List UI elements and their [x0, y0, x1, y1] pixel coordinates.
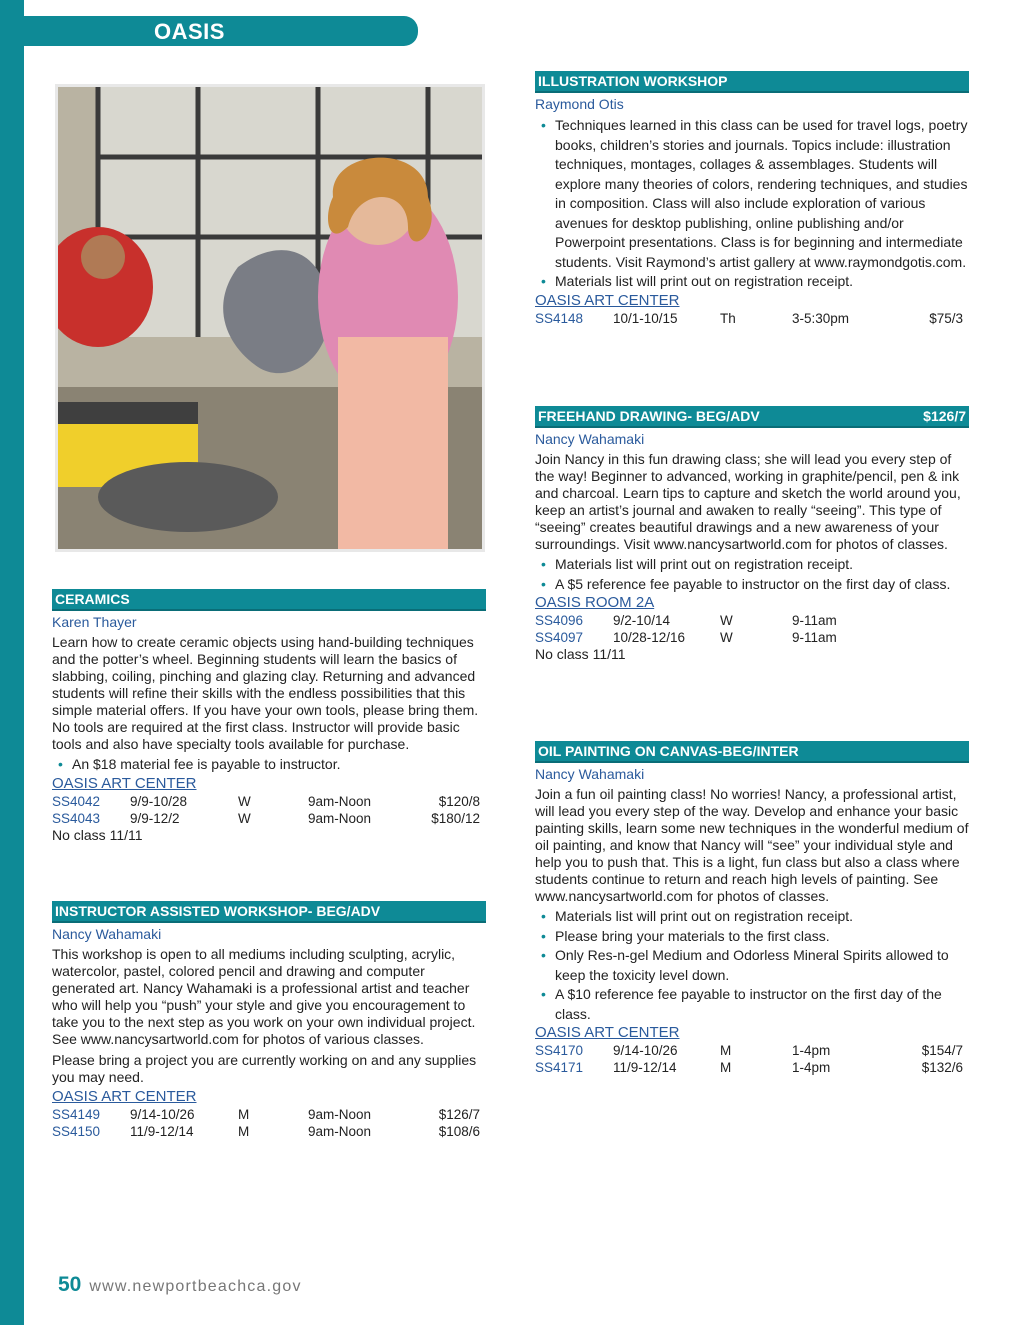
course-price: $120/8: [438, 793, 480, 809]
course-day: M: [720, 1043, 732, 1058]
course-dates: 9/2-10/14: [613, 613, 671, 628]
ceramics-section: [52, 589, 486, 844]
section-header-tab: [24, 16, 418, 46]
freehand-description: Join Nancy in this fun drawing class; she will lead you every step of the way! Beginner to advanced, working in graphite/pencil, pen & ink and charcoal. Learn tips to capture and sketch the world around you, keep an artist’s journal and awaken to really “seeing”. This type of “seeing” creates beautiful drawings and a new awareness of your surroundings. Visit www.nancysartworld.com for photos of classes.: [535, 451, 961, 552]
illustration-title: ILLUSTRATION WORKSHOP: [538, 73, 728, 89]
ceramics-location-link[interactable]: OASIS ART CENTER: [52, 774, 197, 792]
course-time: 9am-Noon: [308, 1124, 372, 1139]
page-number: 50: [58, 1273, 82, 1296]
course-day: W: [238, 793, 251, 809]
course-time: 1-4pm: [792, 1043, 831, 1058]
course-dates: 10/1-10/15: [613, 310, 678, 326]
course-price: $126/7: [438, 1107, 480, 1122]
course-day: M: [238, 1107, 250, 1122]
page-footer: [58, 1273, 302, 1297]
table-row: [535, 1059, 969, 1076]
course-price: $180/12: [431, 810, 480, 826]
course-price: $154/7: [921, 1043, 963, 1058]
course-dates: 11/9-12/14: [130, 1124, 194, 1139]
course-dates: 9/9-10/28: [130, 793, 188, 809]
course-day: W: [238, 810, 251, 826]
oil-title: OIL PAINTING ON CANVAS-BEG/INTER: [538, 743, 799, 759]
ceramics-instructor: Karen Thayer: [52, 614, 137, 630]
instructor-assisted-description: This workshop is open to all mediums including sculpting, acrylic, watercolor, pastel, colored pencil and drawing and computer generated art. Nancy Wahamaki is a professional artist and teacher who will help you “push” your style and give you encouragement to take you to the next step as you work on your own individual project. See www.nancysartworld.com for photos of various classes.: [52, 946, 476, 1047]
table-row: [535, 1042, 969, 1059]
freehand-note: No class 11/11: [535, 646, 626, 662]
table-row: [535, 310, 969, 327]
left-accent-bar: [0, 0, 24, 1325]
table-row: [52, 1123, 486, 1140]
course-dates: 10/28-12/16: [613, 630, 686, 645]
freehand-instructor: Nancy Wahamaki: [535, 431, 645, 447]
website-link[interactable]: www.newportbeachca.gov: [89, 1278, 302, 1295]
course-dates: 9/9-12/2: [130, 810, 180, 826]
table-row: [535, 612, 969, 629]
oil-location-link[interactable]: OASIS ART CENTER: [535, 1024, 680, 1041]
list-item: • Techniques learned in this class can be used for travel logs, poetry books, children’s stories and journals. Topics include: illustration techniques, montages, collages & assemblages. Students will explore many theories of colors, rendering techniques, and studies in composition. Class will also include exploration of various avenues for desktop publishing, online publishing and/or Powerpoint presentations. Class is for beginning and intermediate students. Visit Raymond’s artist gallery at www.raymondgotis.com.: [535, 116, 969, 272]
list-item: • A $10 reference fee payable to instructor on the first day of the class.: [535, 985, 969, 1024]
course-code[interactable]: SS4170: [535, 1043, 584, 1058]
course-code[interactable]: SS4096: [535, 613, 584, 628]
illustration-instructor: Raymond Otis: [535, 96, 624, 112]
freehand-bullets: [535, 555, 969, 594]
list-item: • Materials list will print out on registration receipt.: [535, 555, 969, 575]
photo-illustration: [58, 87, 482, 549]
illustration-title-bar: [535, 71, 969, 93]
course-day: Th: [720, 310, 736, 326]
freehand-title: FREEHAND DRAWING- BEG/ADV: [538, 408, 760, 424]
course-price: $108/6: [438, 1124, 480, 1139]
list-item: • Only Res-n-gel Medium and Odorless Mineral Spirits allowed to keep the toxicity level down.: [535, 946, 969, 985]
course-price: $132/6: [921, 1060, 963, 1075]
course-day: M: [720, 1060, 732, 1075]
course-day: M: [238, 1124, 250, 1139]
course-code[interactable]: SS4171: [535, 1060, 584, 1075]
course-dates: 11/9-12/14: [613, 1060, 677, 1075]
table-row: [52, 793, 486, 810]
table-row: [52, 810, 486, 827]
course-dates: 9/14-10/26: [613, 1043, 678, 1058]
ceramics-description: Learn how to create ceramic objects using hand-building techniques and the potter’s wheel. Beginning students will learn the basics of slabbing, coiling, pinching and glazing clay. Returning and advanced students will refine their skills with the endless possibilities that this simple material offers. If you have your own tools, please bring them. No tools are required at the first class. Instructor will provide basic tools and also have specialty tools available for purchase.: [52, 634, 479, 752]
course-code[interactable]: SS4148: [535, 310, 584, 326]
table-row: [535, 629, 969, 646]
instructor-assisted-section: [52, 901, 486, 1140]
list-item: • Materials list will print out on registration receipt.: [535, 272, 969, 292]
illustration-bullets: [535, 116, 969, 292]
course-time: 9am-Noon: [308, 793, 372, 809]
course-code[interactable]: SS4042: [52, 793, 101, 809]
course-day: W: [720, 630, 733, 645]
instructor-assisted-title: INSTRUCTOR ASSISTED WORKSHOP- BEG/ADV: [55, 903, 381, 919]
ceramics-title-bar: [52, 589, 486, 611]
list-item: • Materials list will print out on registration receipt.: [535, 907, 969, 927]
course-time: 1-4pm: [792, 1060, 831, 1075]
course-time: 9-11am: [792, 630, 837, 645]
illustration-section: [535, 71, 969, 327]
course-code[interactable]: SS4097: [535, 630, 584, 645]
instructor-assisted-title-bar: [52, 901, 486, 923]
freehand-title-bar: [535, 406, 969, 428]
list-item: • A $5 reference fee payable to instructor on the first day of class.: [535, 575, 969, 595]
course-code[interactable]: SS4149: [52, 1107, 101, 1122]
oil-description: Join a fun oil painting class! No worries! Nancy, a professional artist, will lead you every step of the way. Develop and enhance your basic painting skills, learn some new techniques in the wonderful medium of oil painting, and know that Nancy will “see” your individual style and help you to push that. This is a light, fun class but also a class where students continue to return and reach high levels of painting. See www.nancysartworld.com for photos of classes.: [535, 786, 969, 904]
course-time: 9am-Noon: [308, 1107, 372, 1122]
list-item: • An $18 material fee is payable to instructor.: [52, 755, 486, 775]
course-day: W: [720, 613, 733, 628]
oil-instructor: Nancy Wahamaki: [535, 766, 645, 782]
freehand-location-link[interactable]: OASIS ROOM 2A: [535, 594, 655, 611]
course-price: $75/3: [929, 310, 963, 326]
table-row: [52, 1106, 486, 1123]
ceramics-bullets: [52, 755, 486, 775]
oil-bullets: [535, 907, 969, 1024]
course-time: 9am-Noon: [308, 810, 372, 826]
course-code[interactable]: SS4150: [52, 1124, 101, 1139]
course-dates: 9/14-10/26: [130, 1107, 195, 1122]
ceramics-title: CERAMICS: [55, 591, 130, 607]
ceramics-note: No class 11/11: [52, 826, 143, 843]
course-time: 9-11am: [792, 613, 837, 628]
oil-painting-section: [535, 741, 969, 1076]
course-time: 3-5:30pm: [792, 310, 850, 326]
course-code[interactable]: SS4043: [52, 810, 101, 826]
instructor-assisted-location-link[interactable]: OASIS ART CENTER: [52, 1088, 197, 1105]
illustration-location-link[interactable]: OASIS ART CENTER: [535, 291, 680, 309]
class-photo: [55, 84, 485, 552]
oil-title-bar: [535, 741, 969, 763]
list-item: • Please bring your materials to the first class.: [535, 927, 969, 947]
instructor-assisted-instructor: Nancy Wahamaki: [52, 926, 162, 942]
freehand-section: [535, 406, 969, 663]
instructor-assisted-description-2: Please bring a project you are currently working on and any supplies you may need.: [52, 1052, 477, 1085]
page-section-title: OASIS: [154, 19, 225, 44]
freehand-price: $126/7: [923, 408, 966, 424]
